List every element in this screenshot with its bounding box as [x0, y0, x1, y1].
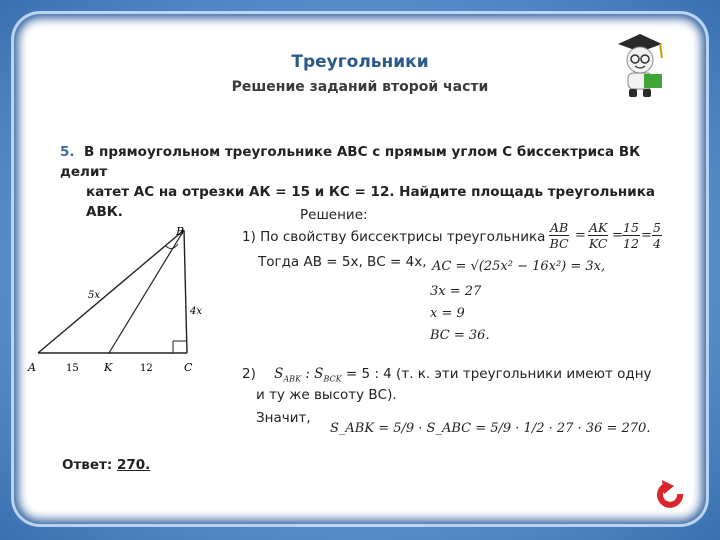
ratio-ab-bc [549, 220, 569, 251]
ratio-ab: AB [550, 220, 569, 235]
task-line-1-text: В прямоугольном треугольнике АВС с прямым углом С биссектриса ВК делит [60, 144, 641, 180]
ratio-4: 4 [653, 236, 661, 251]
eq-sign-2: = [612, 228, 623, 243]
area-s1: S [274, 366, 284, 382]
area-s2: : S [301, 366, 324, 382]
answer-label: Ответ: [62, 457, 113, 473]
area-ratio [274, 366, 341, 382]
answer-value: 270. [116, 457, 151, 473]
solution-step-2b: и ту же высоту ВС). [256, 387, 397, 403]
side-ab-label: 5x [88, 290, 101, 301]
ratio-kc: KC [588, 236, 608, 251]
vertex-a: A [28, 361, 36, 374]
vertex-b: B [176, 225, 185, 238]
task-number: 5. [60, 144, 75, 160]
task-line-1 [60, 142, 670, 182]
seg-kc-label: 12 [140, 363, 153, 374]
vertex-c: C [184, 361, 193, 374]
vertex-k: K [104, 361, 113, 374]
equation-3x: 3x = 27 [430, 284, 482, 299]
triangle-diagram [26, 222, 216, 382]
ratio-15-12 [622, 220, 640, 251]
ratio-bc: BC [549, 236, 569, 251]
eq-sign-3: = [641, 228, 652, 243]
area-s2-sub: BCK [323, 374, 342, 384]
answer [62, 457, 150, 473]
final-equation: S_ABK = 5/9 · S_ABC = 5/9 · 1/2 · 27 · 36 = 270. [330, 421, 651, 436]
step-2-rest: = 5 : 4 (т. к. эти треугольники имеют одну [341, 366, 652, 382]
ratio-ak-kc [588, 220, 608, 251]
slide-title: Треугольники [291, 52, 429, 72]
ratio-5-4 [652, 220, 662, 251]
solution-step-1: 1) По свойству биссектрисы треугольника [242, 229, 546, 245]
eq-sign-1: = [575, 228, 586, 243]
solution-step-2 [242, 366, 652, 384]
solution-heading: Решение: [300, 207, 368, 223]
side-bc-label: 4x [190, 306, 203, 317]
solution-step-2c: Значит, [256, 410, 311, 426]
equation-x: x = 9 [430, 306, 465, 321]
equation-bc: BC = 36. [430, 328, 490, 343]
step-2-number: 2) [242, 366, 256, 382]
back-arrow-icon[interactable] [654, 478, 688, 512]
solution-step-1b: Тогда АВ = 5х, ВС = 4х, [258, 254, 427, 270]
ratio-ak: AK [589, 220, 608, 235]
seg-ak-label: 15 [66, 363, 79, 374]
ratio-5: 5 [653, 220, 661, 235]
ac-equation: AC = √(25x² − 16x²) = 3x, [432, 259, 606, 274]
slide-subtitle: Решение заданий второй части [231, 79, 489, 95]
task-line-2: катет АС на отрезки АК = 15 и КС = 12. Найдите площадь треугольника АВК. [86, 184, 655, 220]
area-s1-sub: ABK [283, 374, 302, 384]
ratio-12: 12 [623, 236, 639, 251]
ratio-15: 15 [623, 220, 639, 235]
